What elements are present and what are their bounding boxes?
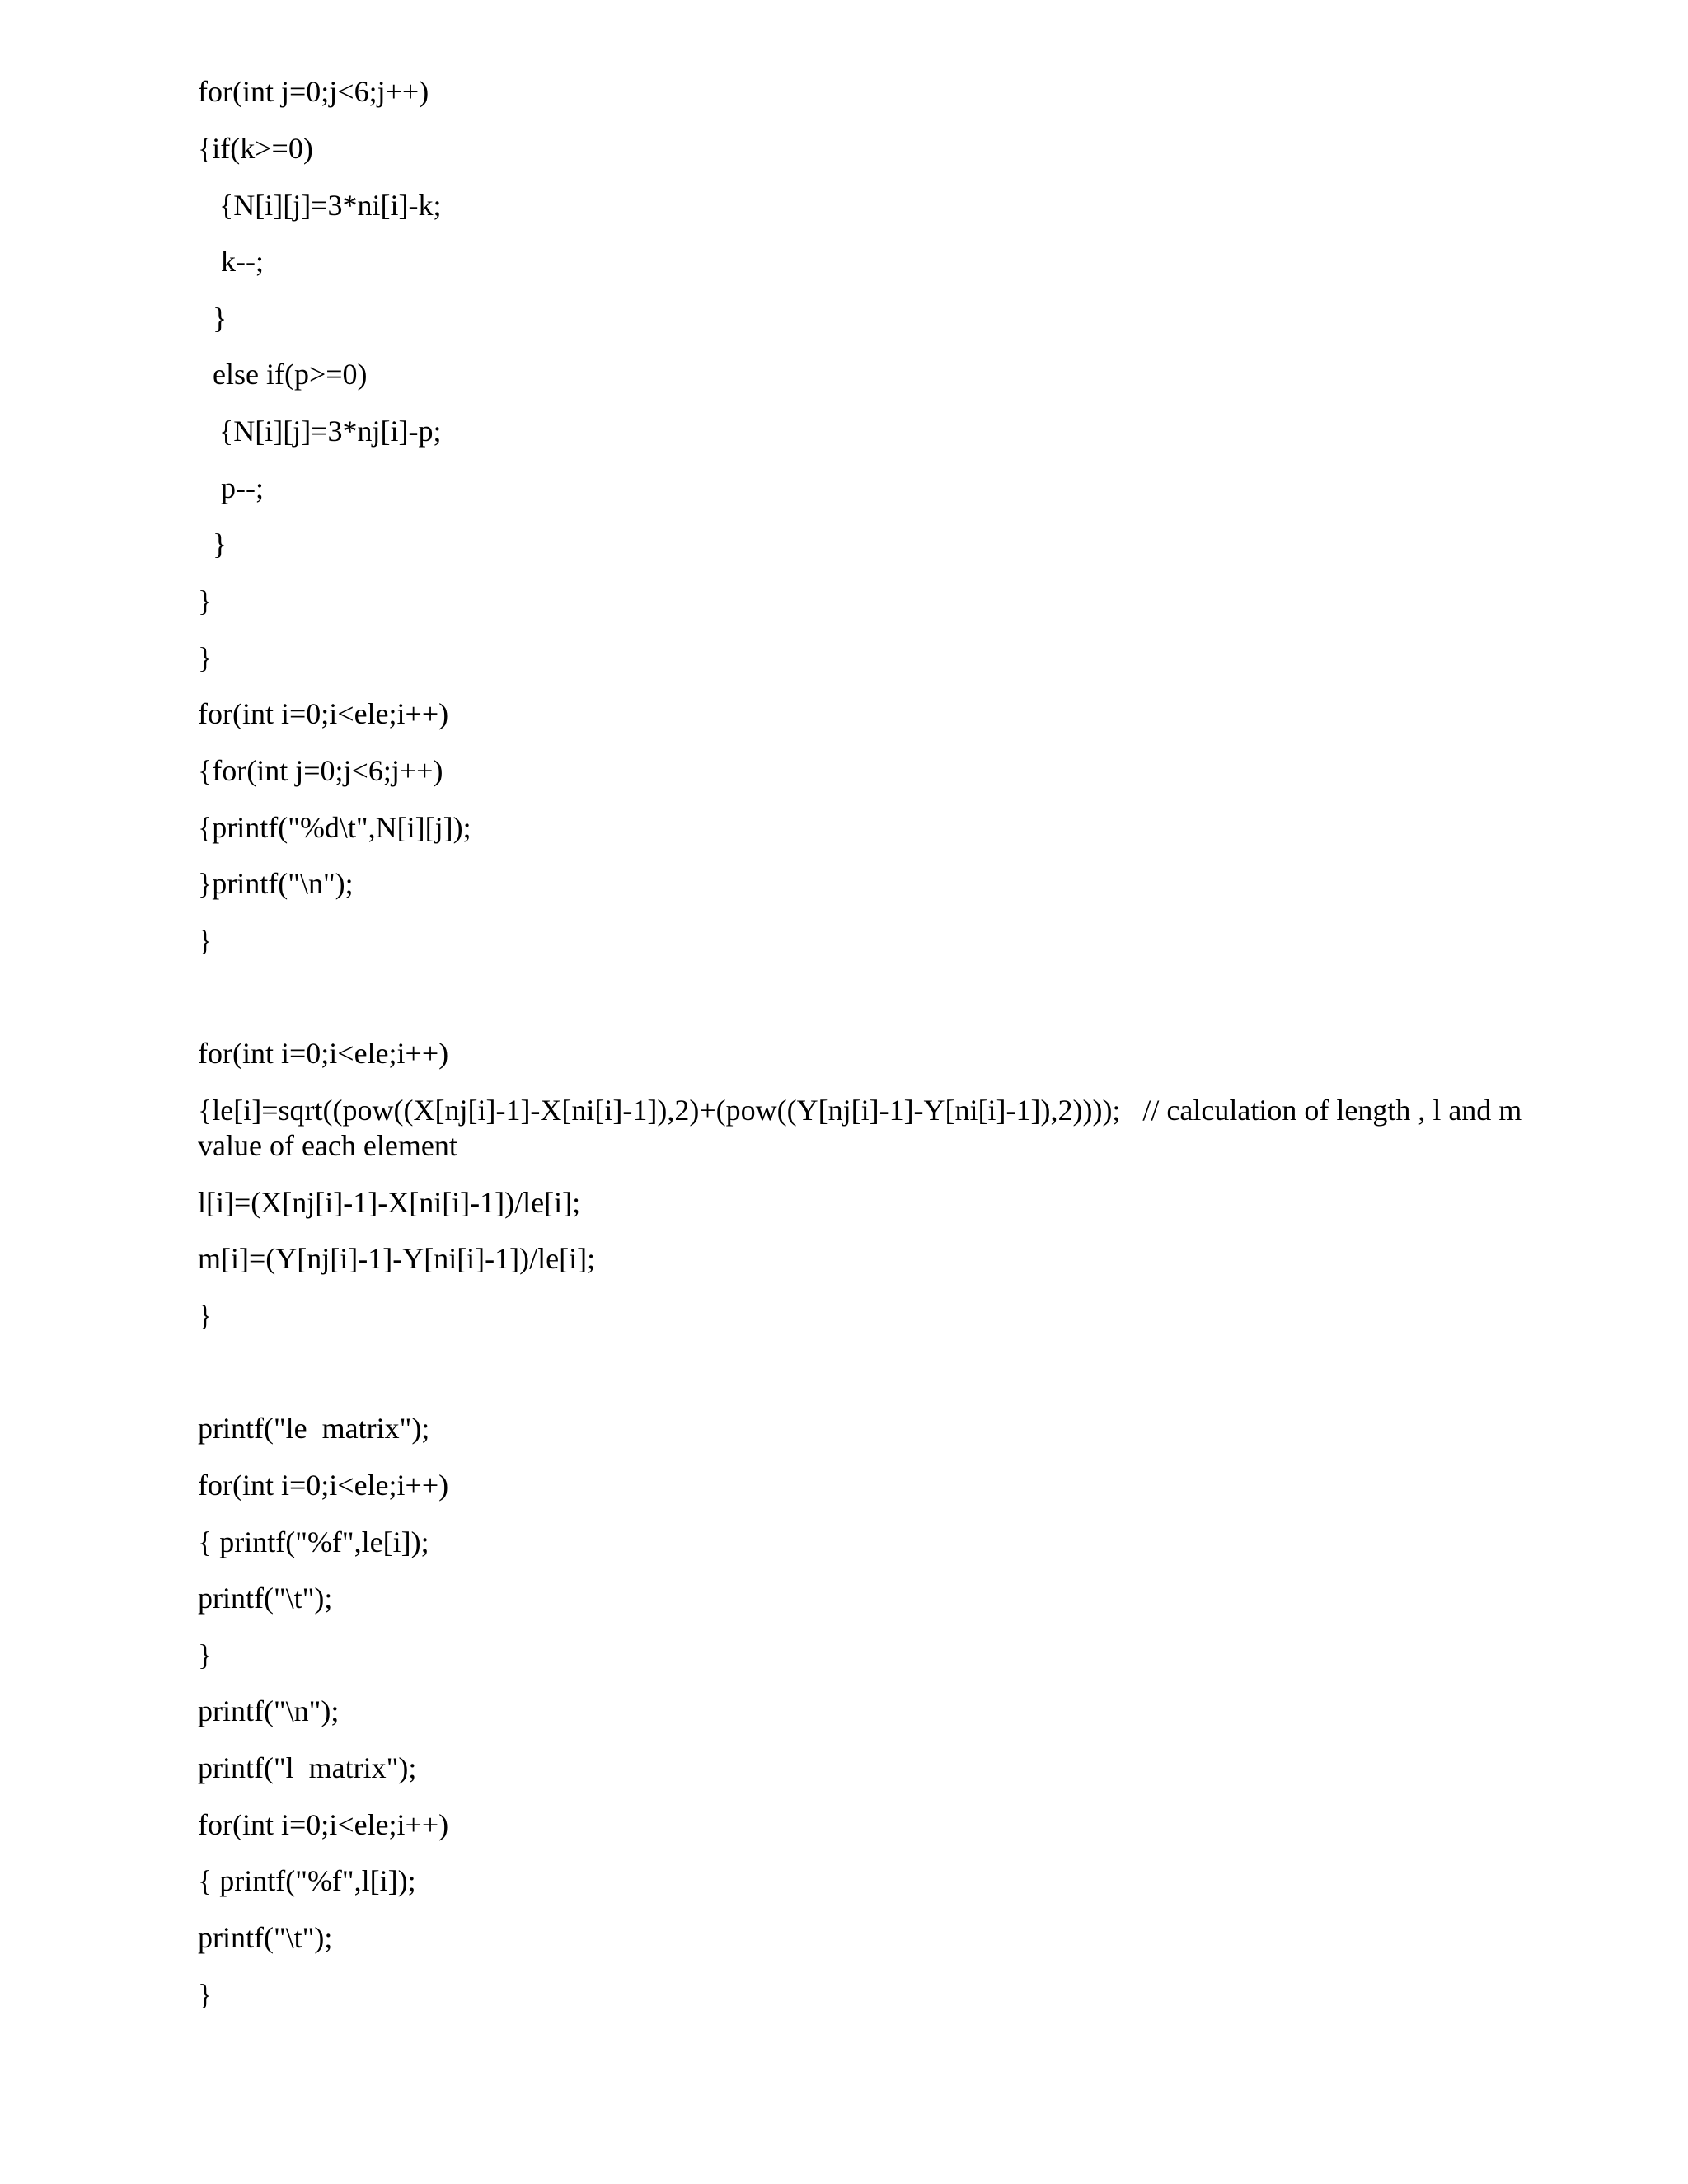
code-line: printf("le matrix"); — [198, 1412, 430, 1445]
code-line: }printf("\n"); — [198, 867, 354, 900]
code-line: else if(p>=0) — [213, 358, 368, 391]
code-line: k--; — [221, 245, 264, 278]
code-line: for(int i=0;i<ele;i++) — [198, 1469, 449, 1502]
code-line: for(int j=0;j<6;j++) — [198, 75, 429, 108]
code-line: value of each element — [198, 1129, 457, 1162]
code-line: {for(int j=0;j<6;j++) — [198, 754, 443, 787]
code-line: {printf("%d\t",N[i][j]); — [198, 811, 471, 844]
code-line: { printf("%f",le[i]); — [198, 1526, 429, 1558]
code-line: } — [198, 1638, 213, 1671]
code-line: } — [198, 1978, 213, 2011]
code-line: for(int i=0;i<ele;i++) — [198, 697, 449, 730]
code-line: l[i]=(X[nj[i]-1]-X[ni[i]-1])/le[i]; — [198, 1186, 581, 1219]
code-line: printf("l matrix"); — [198, 1751, 417, 1784]
code-line: {le[i]=sqrt((pow((X[nj[i]-1]-X[ni[i]-1]),2)+(pow((Y[nj[i]-1]-Y[ni[i]-1]),2)))); // calculation of length , l and m — [198, 1094, 1522, 1127]
code-line: {if(k>=0) — [198, 132, 313, 165]
code-line: printf("\n"); — [198, 1694, 340, 1727]
code-line: {N[i][j]=3*ni[i]-k; — [219, 189, 442, 222]
code-line: p--; — [221, 471, 264, 504]
code-line: } — [213, 527, 227, 560]
code-line: for(int i=0;i<ele;i++) — [198, 1808, 449, 1841]
code-line: } — [198, 584, 213, 617]
code-line: for(int i=0;i<ele;i++) — [198, 1037, 449, 1070]
code-line: } — [198, 1299, 213, 1332]
code-line: { printf("%f",l[i]); — [198, 1864, 416, 1897]
code-line: } — [198, 641, 213, 674]
code-line: {N[i][j]=3*nj[i]-p; — [219, 415, 442, 448]
code-line: m[i]=(Y[nj[i]-1]-Y[ni[i]-1])/le[i]; — [198, 1242, 596, 1275]
code-line: } — [198, 924, 213, 957]
code-line: printf("\t"); — [198, 1582, 333, 1615]
code-line: } — [213, 302, 227, 335]
code-line: printf("\t"); — [198, 1921, 333, 1954]
